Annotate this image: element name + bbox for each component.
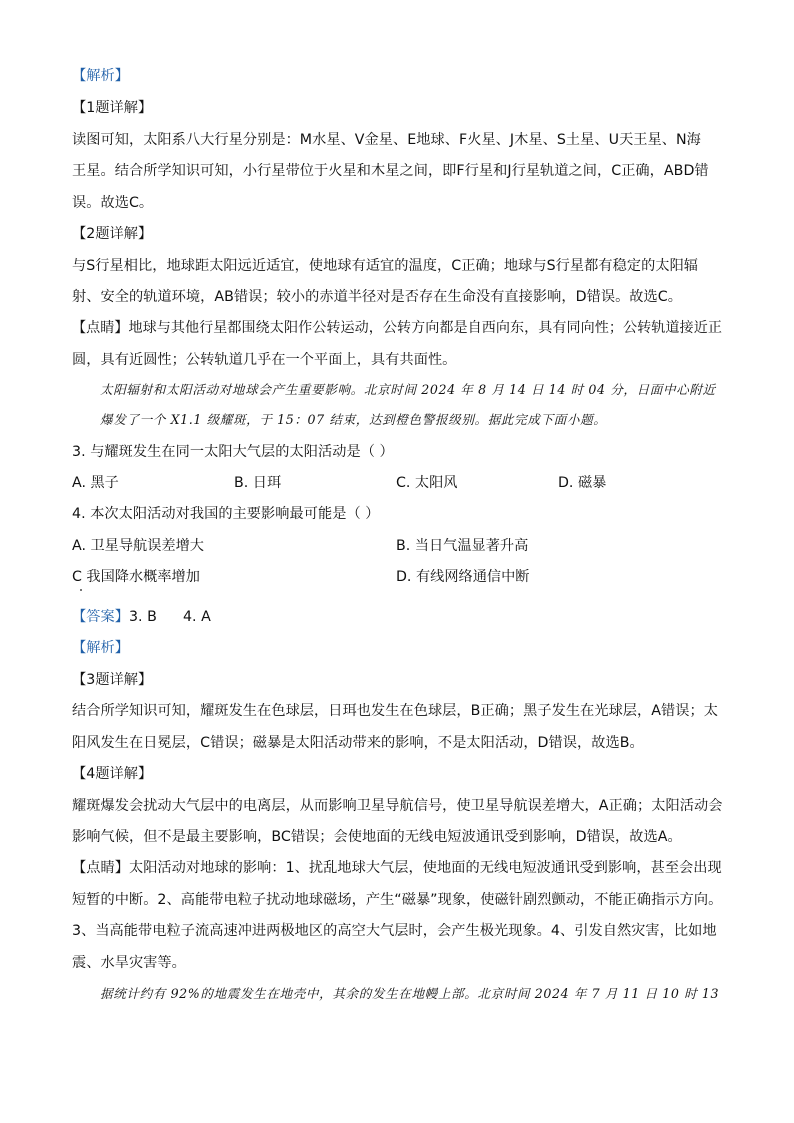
q2-detail-line-2: 射、安全的轨道环境，AB错误；较小的赤道半径对是否存在生命没有直接影响，D错误。故选C。 [72,289,682,305]
question-3-option-b: B. 日珥 [234,475,282,491]
question-4-option-c: C 我国降水概率增加 [72,569,200,585]
q1-detail-line-3: 误。故选C。 [72,195,154,211]
q2-detail-heading: 【2题详解】 [72,226,153,242]
tip2-line-2: 短暂的中断。2、高能带电粒子扰动地球磁场，产生“磁暴”现象，使磁针剧烈颤动，不能正确指示方向。 [72,892,723,908]
stray-mark [80,589,82,591]
analysis-heading: 【解析】 [72,68,129,84]
question-4-stem: 4. 本次太阳活动对我国的主要影响最可能是（ ） [72,506,380,522]
question-3-stem: 3. 与耀斑发生在同一太阳大气层的太阳活动是（ ） [72,444,394,460]
question-3-option-c: C. 太阳风 [396,475,458,491]
question-3-option-a: A. 黑子 [72,475,119,491]
answer-line [72,607,211,627]
answer-4: 4. A [182,609,211,625]
answer-label: 【答案】 [72,609,129,625]
q1-detail-line-2: 王星。结合所学知识可知，小行星带位于火星和木星之间，即F行星和J行星轨道之间，C正确，ABD错 [72,163,709,179]
tip1-line-1: 【点睛】地球与其他行星都围绕太阳作公转运动，公转方向都是自西向东，具有同向性；公转轨道接近正 [72,320,722,336]
answer-3: 3. B [128,609,157,625]
intro-q3-4-line-2: 爆发了一个 X1.1 级耀斑，于 15：07 结束，达到橙色警报级别。据此完成下面小题。 [100,412,607,427]
q3-detail-line-2: 阳风发生在日冕层，C错误；磁暴是太阳活动带来的影响，不是太阳活动，D错误，故选B。 [72,735,644,751]
question-4-option-d: D. 有线网络通信中断 [396,569,530,585]
analysis-heading-2: 【解析】 [72,640,129,656]
intro-q3-4-line-1: 太阳辐射和太阳活动对地球会产生重要影响。北京时间 2024 年 8 月 14 日 14 时 04 分，日面中心附近 [100,382,716,397]
question-3-option-d: D. 磁暴 [558,475,607,491]
q4-detail-line-1: 耀斑爆发会扰动大气层中的电离层，从而影响卫星导航信号，使卫星导航误差增大，A正确；太阳活动会 [72,798,723,814]
q3-detail-line-1: 结合所学知识可知，耀斑发生在色球层，日珥也发生在色球层，B正确；黑子发生在光球层，A错误；太 [72,703,718,719]
q4-detail-line-2: 影响气候，但不是最主要影响，BC错误；会使地面的无线电短波通讯受到影响，D错误，故选A。 [72,829,682,845]
tip2-line-1: 【点睛】太阳活动对地球的影响：1、扰乱地球大气层，使地面的无线电短波通讯受到影响，甚至会出现 [72,860,722,876]
q1-detail-heading: 【1题详解】 [72,100,153,116]
question-4-option-a: A. 卫星导航误差增大 [72,538,204,554]
intro-next-question: 据统计约有 92%的地震发生在地壳中，其余的发生在地幔上部。北京时间 2024 年 7 月 11 日 10 时 13 [100,986,720,1001]
q2-detail-line-1: 与S行星相比，地球距太阳远近适宜，使地球有适宜的温度，C正确；地球与S行星都有稳定的太阳辐 [72,258,699,274]
tip2-line-4: 震、水旱灾害等。 [72,955,186,971]
q4-detail-heading: 【4题详解】 [72,766,153,782]
tip1-line-2: 圆，具有近圆性；公转轨道几乎在一个平面上，具有共面性。 [72,352,457,368]
q3-detail-heading: 【3题详解】 [72,672,153,688]
q1-detail-line-1: 读图可知，太阳系八大行星分别是：M水星、V金星、E地球、F火星、J木星、S土星、U天王星、N海 [72,132,701,148]
tip2-line-3: 3、当高能带电粒子流高速冲进两极地区的高空大气层时，会产生极光现象。4、引发自然灾害，比如地 [72,923,717,939]
question-4-option-b: B. 当日气温显著升高 [396,538,529,554]
